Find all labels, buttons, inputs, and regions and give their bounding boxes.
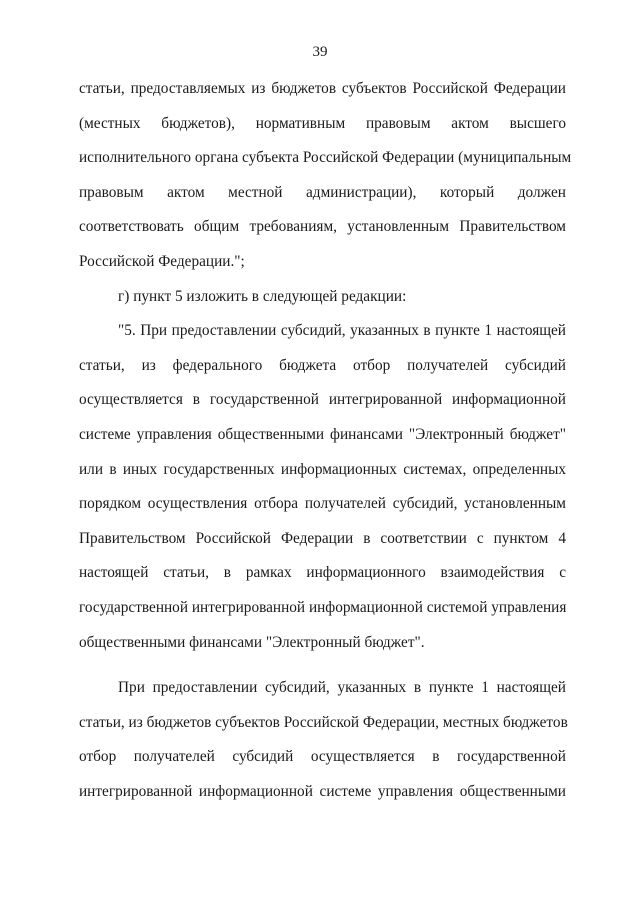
text-line: Российской Федерации."; bbox=[79, 252, 245, 270]
text-line: правовым актом местной администрации), который должен bbox=[79, 183, 566, 201]
paragraph-item-g bbox=[79, 280, 566, 315]
text-line: государственной интегрированной информационной системой управления bbox=[79, 598, 567, 616]
text-line: интегрированной информационной системе управления общественными bbox=[79, 782, 566, 800]
text-line: соответствовать общим требованиям, установленным Правительством bbox=[79, 218, 566, 236]
text-line: статьи, из бюджетов субъектов Российской Федерации, местных бюджетов bbox=[79, 713, 568, 731]
text-line: отбор получателей субсидий осуществляется в государственной bbox=[79, 748, 566, 766]
text-line: (местных бюджетов), нормативным правовым актом высшего bbox=[79, 114, 566, 132]
text-line: общественными финансами "Электронный бюджет". bbox=[79, 633, 425, 651]
text-line: порядком осуществления отбора получателей субсидий, установленным bbox=[79, 495, 566, 513]
paragraph-gap bbox=[79, 660, 566, 671]
text-line: статьи, из федерального бюджета отбор получателей субсидий bbox=[79, 356, 566, 374]
document-body bbox=[79, 72, 572, 809]
text-line: настоящей статьи, в рамках информационного взаимодействия с bbox=[79, 564, 566, 582]
text-line: осуществляется в государственной интегрированной информационной bbox=[79, 391, 566, 409]
text-line: "5. При предоставлении субсидий, указанных в пункте 1 настоящей bbox=[118, 322, 566, 340]
text-line: исполнительного органа субъекта Российской Федерации (муниципальным bbox=[79, 149, 572, 167]
text-line: г) пункт 5 изложить в следующей редакции: bbox=[118, 287, 407, 305]
paragraph-continuation bbox=[79, 72, 572, 280]
text-line: статьи, предоставляемых из бюджетов субъектов Российской Федерации bbox=[79, 80, 566, 97]
text-line: Правительством Российской Федерации в соответствии с пунктом 4 bbox=[79, 529, 566, 547]
text-line: системе управления общественными финансами "Электронный бюджет" bbox=[79, 425, 566, 443]
paragraph-point-5 bbox=[79, 314, 566, 660]
page-number: 39 bbox=[312, 44, 328, 60]
text-line: или в иных государственных информационных системах, определенных bbox=[79, 460, 566, 478]
paragraph-subjects bbox=[79, 671, 566, 809]
text-line: При предоставлении субсидий, указанных в пункте 1 настоящей bbox=[118, 679, 566, 697]
